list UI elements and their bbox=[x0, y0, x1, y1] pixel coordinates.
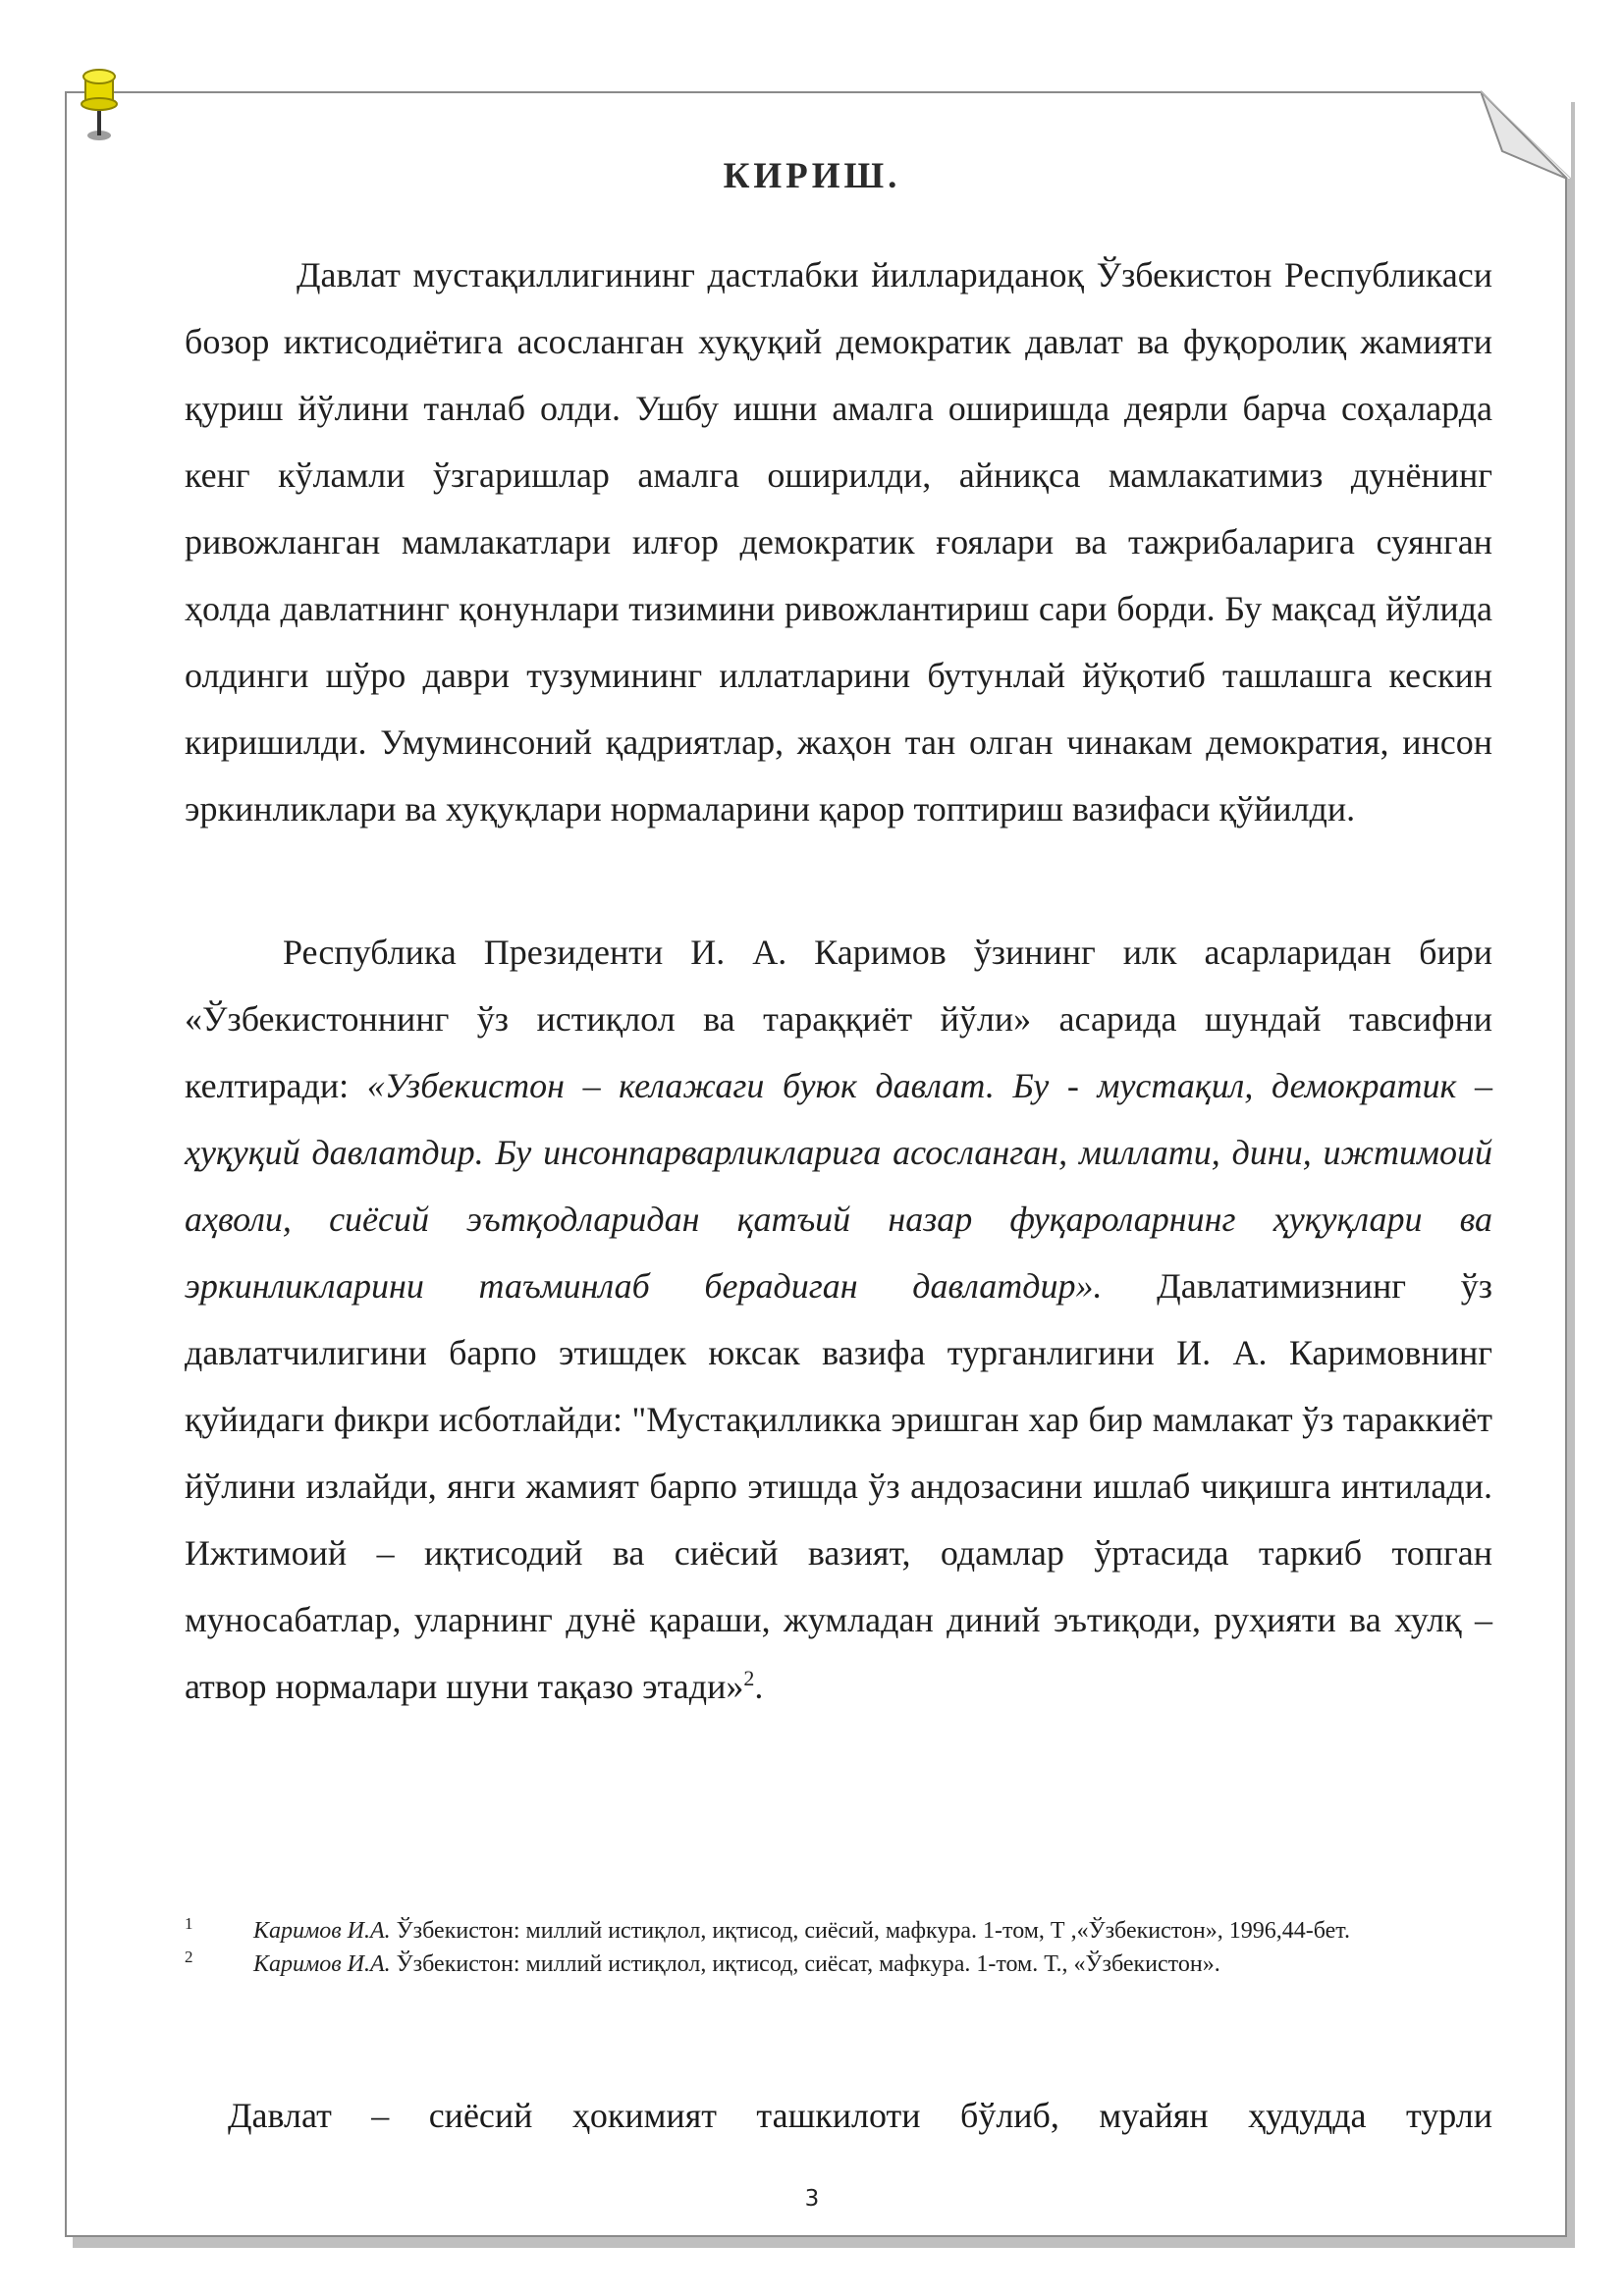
page-number: 3 bbox=[804, 2186, 820, 2212]
footnote-2: 2 Каримов И.А. Ўзбекистон: миллий истиқлол, иқтисод, сиёсат, мафкура. 1-том. Т., «Ўзбекистон». bbox=[185, 1948, 1220, 1977]
paragraph-2-continuation: Давлатимизнинг ўз давлатчилигини барпо этишдек юксак вазифа турганлигини И. А. Каримовнинг қуйидаги фикри исботлайди: "Мустақилликка эришган хар бир мамлакат ўз тараккиёт йўлини излайди, янги жамият барпо этишда ўз андозасини ишлаб чиқишга интилади. Ижтимоий – иқтисодий ва сиёсий вазият, одамлар ўртасида таркиб топган муносабатлар, уларнинг дунё қараши, жумладан диний эътиқоди, руҳияти ва хулқ – атвор нормалари шуни тақазо этади» bbox=[185, 1266, 1492, 1706]
paragraph-2-intro: Республика Президенти И. А. Каримов ўзининг илк асарларидан бири «Ўзбекистоннинг ўз истиқлол ва тараққиёт йўли» асарида шундай тавсифни келтиради: bbox=[185, 933, 1492, 1105]
paragraph-1-text: Давлат мустақиллигининг дастлабки йиллариданоқ Ўзбекистон Республикаси бозор иктисодиётига асосланган хуқуқий демократик давлат ва фуқоролиқ жамияти қуриш йўлини танлаб олди. Ушбу ишни амалга оширишда деярли барча соҳаларда кенг кўламли ўзгаришлар амалга оширилди, айниқса мамлакатимиз дунёнинг ривожланган мамлакатлари илғор демократик ғоялари ва тажрибаларига суянган ҳолда давлатнинг қонунлари тизимини ривожлантириш сари борди. Бу мақсад йўлида олдинги шўро даври тузумининг иллатларини бутунлай йўқотиб ташлашга кескин киришилди. Умуминсоний қадриятлар, жаҳон тан олган чинакам демократия, инсон эркинликлари ва хуқуқлари нормаларини қарор топтириш вазифаси қўйилди. bbox=[185, 255, 1492, 828]
footnote-1-author: Каримов И.А. bbox=[253, 1918, 391, 1944]
paragraph-3: Давлат – сиёсий ҳокимият ташкилоти бўлиб, муайян ҳудудда турли bbox=[228, 2096, 1492, 2135]
paragraph-2-quote: «Узбекистон – келажаги буюк давлат. Бу - мустақил, демократик – ҳуқуқий давлатдир. Бу инсонпарварликларига асосланган, миллати, дини, ижтимоий аҳволи, сиёсий эътқодларидан қатъий назар фуқароларнинг ҳуқуқлари ва эркинликларини таъминлаб берадиган давлатдир». bbox=[185, 1066, 1492, 1306]
paragraph-2 bbox=[185, 919, 1492, 1720]
paragraph-2-end: . bbox=[754, 1667, 764, 1706]
page-title: КИРИШ. bbox=[723, 156, 901, 196]
footnote-2-text: Ўзбекистон: миллий истиқлол, иқтисод, сиёсат, мафкура. 1-том. Т., «Ўзбекистон». bbox=[390, 1951, 1220, 1977]
footnote-1-text: Ўзбекистон: миллий истиқлол, иқтисод, сиёсий, мафкура. 1-том, Т ,«Ўзбекистон», 1996,44-бет. bbox=[390, 1918, 1350, 1944]
footnote-1: 1 Каримов И.А. Ўзбекистон: миллий истиқлол, иқтисод, сиёсий, мафкура. 1-том, Т ,«Ўзбекистон», 1996,44-бет. bbox=[185, 1914, 1350, 1944]
footnote-reference[interactable]: 2 bbox=[743, 1666, 755, 1690]
pushpin-icon bbox=[73, 63, 126, 143]
footnotes bbox=[185, 1914, 1492, 1981]
footnote-2-author: Каримов И.А. bbox=[253, 1951, 391, 1977]
paragraph-1 bbox=[185, 241, 1492, 842]
